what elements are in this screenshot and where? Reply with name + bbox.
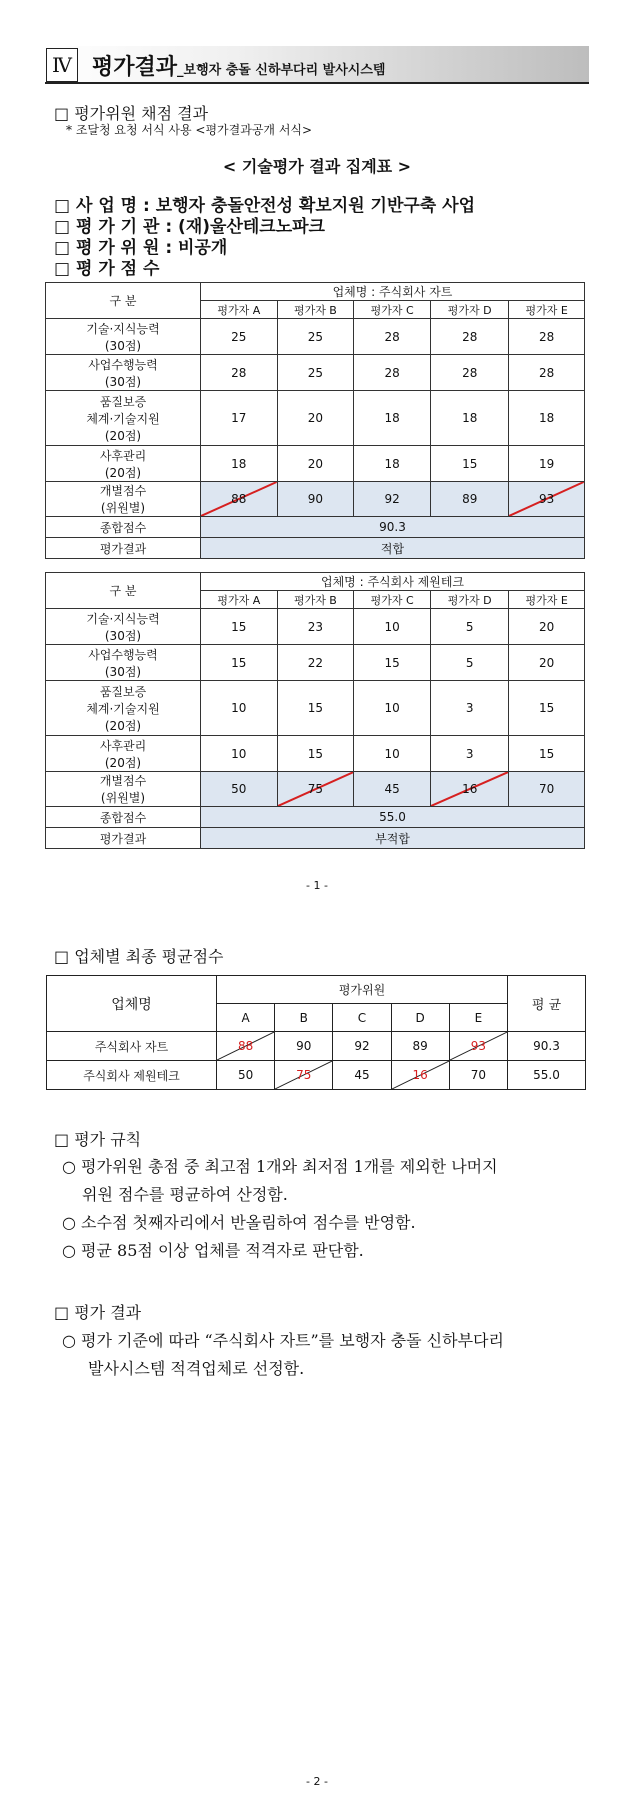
company-name: 주식회사 제원테크 bbox=[47, 1061, 217, 1090]
row-label bbox=[46, 681, 201, 736]
score-cell: 15 bbox=[509, 736, 585, 772]
info-evaluators: □ 평 가 위 원 : 비공개 bbox=[54, 238, 228, 258]
individual-score-row bbox=[46, 482, 585, 517]
score-cell: 10 bbox=[354, 681, 431, 736]
result-row bbox=[46, 538, 585, 559]
final-score: 50 bbox=[217, 1061, 275, 1090]
score-cell: 17 bbox=[201, 391, 278, 446]
info-project-name: □ 사 업 명 : 보행자 충돌안전성 확보지원 기반구축 사업 bbox=[54, 196, 475, 216]
row-label bbox=[46, 736, 201, 772]
row-label-line: (30점) bbox=[104, 338, 142, 353]
individual-score-value: 93 bbox=[539, 492, 555, 506]
score-cell: 20 bbox=[277, 391, 354, 446]
row-label-line: (위원별) bbox=[100, 791, 146, 805]
table-row bbox=[46, 645, 585, 681]
results-line: ○ 평가 기준에 따라 “주식회사 자트”를 보행자 충돌 신하부다리 bbox=[62, 1331, 504, 1350]
section1-heading: □ 평가위원 채점 결과 bbox=[54, 104, 209, 123]
page-number-1: - 1 - bbox=[306, 879, 328, 892]
score-cell: 15 bbox=[354, 645, 431, 681]
score-cell: 15 bbox=[431, 446, 509, 482]
evaluator-letter: C bbox=[333, 1004, 391, 1032]
row-label-line: (20점) bbox=[104, 428, 142, 443]
final-score-excluded bbox=[391, 1061, 449, 1090]
final-score-excluded bbox=[449, 1032, 507, 1061]
evaluator-letter: E bbox=[449, 1004, 507, 1032]
final-table-row bbox=[47, 1061, 586, 1090]
row-label-line: 품질보증 bbox=[99, 684, 147, 699]
individual-score-value: 75 bbox=[307, 782, 324, 796]
score-cell: 19 bbox=[509, 446, 585, 482]
evaluator-letter: A bbox=[217, 1004, 275, 1032]
final-average: 90.3 bbox=[508, 1032, 586, 1061]
row-label-line: 체계·기술지원 bbox=[86, 701, 160, 716]
section2-heading: □ 업체별 최종 평균점수 bbox=[54, 947, 224, 966]
total-row bbox=[46, 807, 585, 828]
evaluator-header: 평가자 D bbox=[431, 591, 509, 609]
table-row bbox=[46, 319, 585, 355]
result-row bbox=[46, 828, 585, 849]
score-cell: 28 bbox=[354, 355, 431, 391]
score-cell: 15 bbox=[277, 736, 354, 772]
evaluator-letter: B bbox=[275, 1004, 333, 1032]
score-cell: 25 bbox=[201, 319, 278, 355]
score-cell: 10 bbox=[201, 736, 278, 772]
individual-score: 45 bbox=[354, 772, 431, 807]
total-label: 종합점수 bbox=[46, 517, 201, 538]
individual-score-value: 16 bbox=[462, 782, 478, 796]
score-cell: 15 bbox=[201, 645, 278, 681]
individual-score-excluded bbox=[509, 482, 585, 517]
rule-item: ○ 평균 85점 이상 업체를 적격자로 판단함. bbox=[62, 1241, 364, 1260]
final-score-excluded bbox=[217, 1032, 275, 1061]
row-label-line: 개별점수 bbox=[99, 484, 147, 498]
score-cell: 18 bbox=[354, 391, 431, 446]
row-label bbox=[46, 645, 201, 681]
rules-heading: □ 평가 규칙 bbox=[54, 1130, 142, 1149]
rule-item: ○ 소수점 첫째자리에서 반올림하여 점수를 반영함. bbox=[62, 1213, 416, 1232]
score-cell: 15 bbox=[201, 609, 278, 645]
row-label-line: (20점) bbox=[104, 755, 142, 770]
evaluator-header: 평가자 D bbox=[431, 301, 509, 319]
company-name: 주식회사 자트 bbox=[47, 1032, 217, 1061]
rules-list bbox=[62, 1153, 498, 1265]
score-cell: 5 bbox=[431, 609, 509, 645]
final-score: 90 bbox=[275, 1032, 333, 1061]
company-header: 업체명 : 주식회사 제원테크 bbox=[201, 573, 585, 591]
score-cell: 18 bbox=[509, 391, 585, 446]
category-header: 구 분 bbox=[46, 283, 201, 319]
final-score: 45 bbox=[333, 1061, 391, 1090]
score-cell: 15 bbox=[277, 681, 354, 736]
score-table-2 bbox=[45, 572, 585, 849]
score-cell: 10 bbox=[354, 736, 431, 772]
row-label-line: 체계·기술지원 bbox=[86, 411, 160, 426]
total-score: 55.0 bbox=[201, 807, 585, 828]
score-cell: 22 bbox=[277, 645, 354, 681]
row-label-line: (30점) bbox=[104, 628, 142, 643]
row-label bbox=[46, 482, 201, 517]
individual-score-value: 88 bbox=[231, 492, 247, 506]
table-row bbox=[46, 355, 585, 391]
rule-item: ○ 평가위원 총점 중 최고점 1개와 최저점 1개를 제외한 나머지 bbox=[62, 1157, 498, 1176]
score-cell: 20 bbox=[509, 609, 585, 645]
row-label-line: 사후관리 bbox=[99, 448, 147, 463]
average-column-header: 평 균 bbox=[508, 976, 586, 1032]
evaluator-header: 평가자 C bbox=[354, 591, 431, 609]
section-title bbox=[92, 50, 385, 81]
page-number-2: - 2 - bbox=[306, 1775, 328, 1788]
table-row bbox=[46, 681, 585, 736]
evaluator-header: 평가자 E bbox=[509, 591, 585, 609]
evaluator-header: 평가자 E bbox=[509, 301, 585, 319]
final-score-value: 75 bbox=[296, 1068, 312, 1082]
summary-title: < 기술평가 결과 집계표 > bbox=[222, 157, 412, 176]
table-row bbox=[46, 609, 585, 645]
individual-score-row bbox=[46, 772, 585, 807]
score-cell: 18 bbox=[354, 446, 431, 482]
score-cell: 28 bbox=[201, 355, 278, 391]
section-roman-numeral: Ⅳ bbox=[46, 48, 78, 82]
row-label-line: 사업수행능력 bbox=[88, 647, 158, 662]
row-label-line: 기술·지식능력 bbox=[86, 321, 160, 336]
row-label bbox=[46, 446, 201, 482]
table-header-row bbox=[46, 573, 585, 591]
results-text bbox=[62, 1327, 504, 1383]
individual-score-excluded bbox=[201, 482, 278, 517]
row-label-line: 사업수행능력 bbox=[88, 357, 158, 372]
score-cell: 3 bbox=[431, 681, 509, 736]
row-label-line: (위원별) bbox=[100, 501, 146, 515]
category-header: 구 분 bbox=[46, 573, 201, 609]
evaluator-header: 평가자 B bbox=[277, 301, 354, 319]
row-label-line: 개별점수 bbox=[99, 774, 147, 788]
row-label bbox=[46, 772, 201, 807]
score-cell: 25 bbox=[277, 319, 354, 355]
company-column-header: 업체명 bbox=[47, 976, 217, 1032]
individual-score-excluded bbox=[277, 772, 354, 807]
info-agency: □ 평 가 기 관 : (재)울산테크노파크 bbox=[54, 217, 325, 237]
individual-score-excluded bbox=[431, 772, 509, 807]
score-cell: 25 bbox=[277, 355, 354, 391]
rule-item-continuation: 위원 점수를 평균하여 산정함. bbox=[82, 1185, 288, 1204]
section-subtitle: _보행자 충돌 신하부다리 발사시스템 bbox=[177, 63, 386, 78]
score-cell: 28 bbox=[431, 355, 509, 391]
final-score-value: 93 bbox=[470, 1039, 487, 1053]
score-cell: 28 bbox=[354, 319, 431, 355]
total-label: 종합점수 bbox=[46, 807, 201, 828]
score-cell: 28 bbox=[509, 355, 585, 391]
score-cell: 5 bbox=[431, 645, 509, 681]
score-cell: 23 bbox=[277, 609, 354, 645]
row-label-line: (20점) bbox=[104, 465, 142, 480]
score-cell: 28 bbox=[431, 319, 509, 355]
score-cell: 15 bbox=[509, 681, 585, 736]
final-table-header-row bbox=[47, 976, 586, 1004]
evaluator-header: 평가자 C bbox=[354, 301, 431, 319]
final-score: 89 bbox=[391, 1032, 449, 1061]
section1-note: * 조달청 요청 서식 사용 <평가결과공개 서식> bbox=[66, 123, 313, 137]
table-row bbox=[46, 391, 585, 446]
evaluator-header: 평가자 A bbox=[201, 301, 278, 319]
score-cell: 20 bbox=[509, 645, 585, 681]
table-row bbox=[46, 446, 585, 482]
row-label-line: 기술·지식능력 bbox=[86, 611, 160, 626]
table-row bbox=[46, 736, 585, 772]
final-score-value: 16 bbox=[412, 1068, 428, 1082]
row-label bbox=[46, 319, 201, 355]
final-score-excluded bbox=[275, 1061, 333, 1090]
row-label-line: 품질보증 bbox=[99, 394, 147, 409]
individual-score: 90 bbox=[277, 482, 354, 517]
result-value: 적합 bbox=[201, 538, 585, 559]
final-average-table bbox=[46, 975, 586, 1090]
results-heading: □ 평가 결과 bbox=[54, 1303, 142, 1322]
evaluator-letter: D bbox=[391, 1004, 449, 1032]
row-label bbox=[46, 609, 201, 645]
final-table-row bbox=[47, 1032, 586, 1061]
total-row bbox=[46, 517, 585, 538]
final-score-value: 88 bbox=[237, 1039, 254, 1053]
evaluator-header: 평가자 A bbox=[201, 591, 278, 609]
score-cell: 3 bbox=[431, 736, 509, 772]
project-info bbox=[54, 196, 475, 280]
final-score: 70 bbox=[449, 1061, 507, 1090]
individual-score: 89 bbox=[431, 482, 509, 517]
score-cell: 28 bbox=[509, 319, 585, 355]
result-value: 부적합 bbox=[201, 828, 585, 849]
individual-score: 92 bbox=[354, 482, 431, 517]
company-header: 업체명 : 주식회사 자트 bbox=[201, 283, 585, 301]
row-label bbox=[46, 391, 201, 446]
total-score: 90.3 bbox=[201, 517, 585, 538]
info-score: □ 평 가 점 수 bbox=[54, 259, 160, 279]
table-header-row bbox=[46, 283, 585, 301]
result-label: 평가결과 bbox=[46, 538, 201, 559]
row-label-line: (20점) bbox=[104, 718, 142, 733]
row-label-line: (30점) bbox=[104, 374, 142, 389]
individual-score: 70 bbox=[509, 772, 585, 807]
final-score: 92 bbox=[333, 1032, 391, 1061]
final-average: 55.0 bbox=[508, 1061, 586, 1090]
result-label: 평가결과 bbox=[46, 828, 201, 849]
score-cell: 10 bbox=[201, 681, 278, 736]
section-title-main: 평가결과 bbox=[92, 55, 178, 80]
row-label-line: 사후관리 bbox=[99, 738, 147, 753]
score-cell: 10 bbox=[354, 609, 431, 645]
row-label-line: (30점) bbox=[104, 664, 142, 679]
score-cell: 20 bbox=[277, 446, 354, 482]
score-table-1 bbox=[45, 282, 585, 559]
evaluators-column-header: 평가위원 bbox=[217, 976, 508, 1004]
results-line-continuation: 발사시스템 적격업체로 선정함. bbox=[88, 1359, 305, 1378]
individual-score: 50 bbox=[201, 772, 278, 807]
score-cell: 18 bbox=[201, 446, 278, 482]
row-label bbox=[46, 355, 201, 391]
evaluator-header: 평가자 B bbox=[277, 591, 354, 609]
score-cell: 18 bbox=[431, 391, 509, 446]
